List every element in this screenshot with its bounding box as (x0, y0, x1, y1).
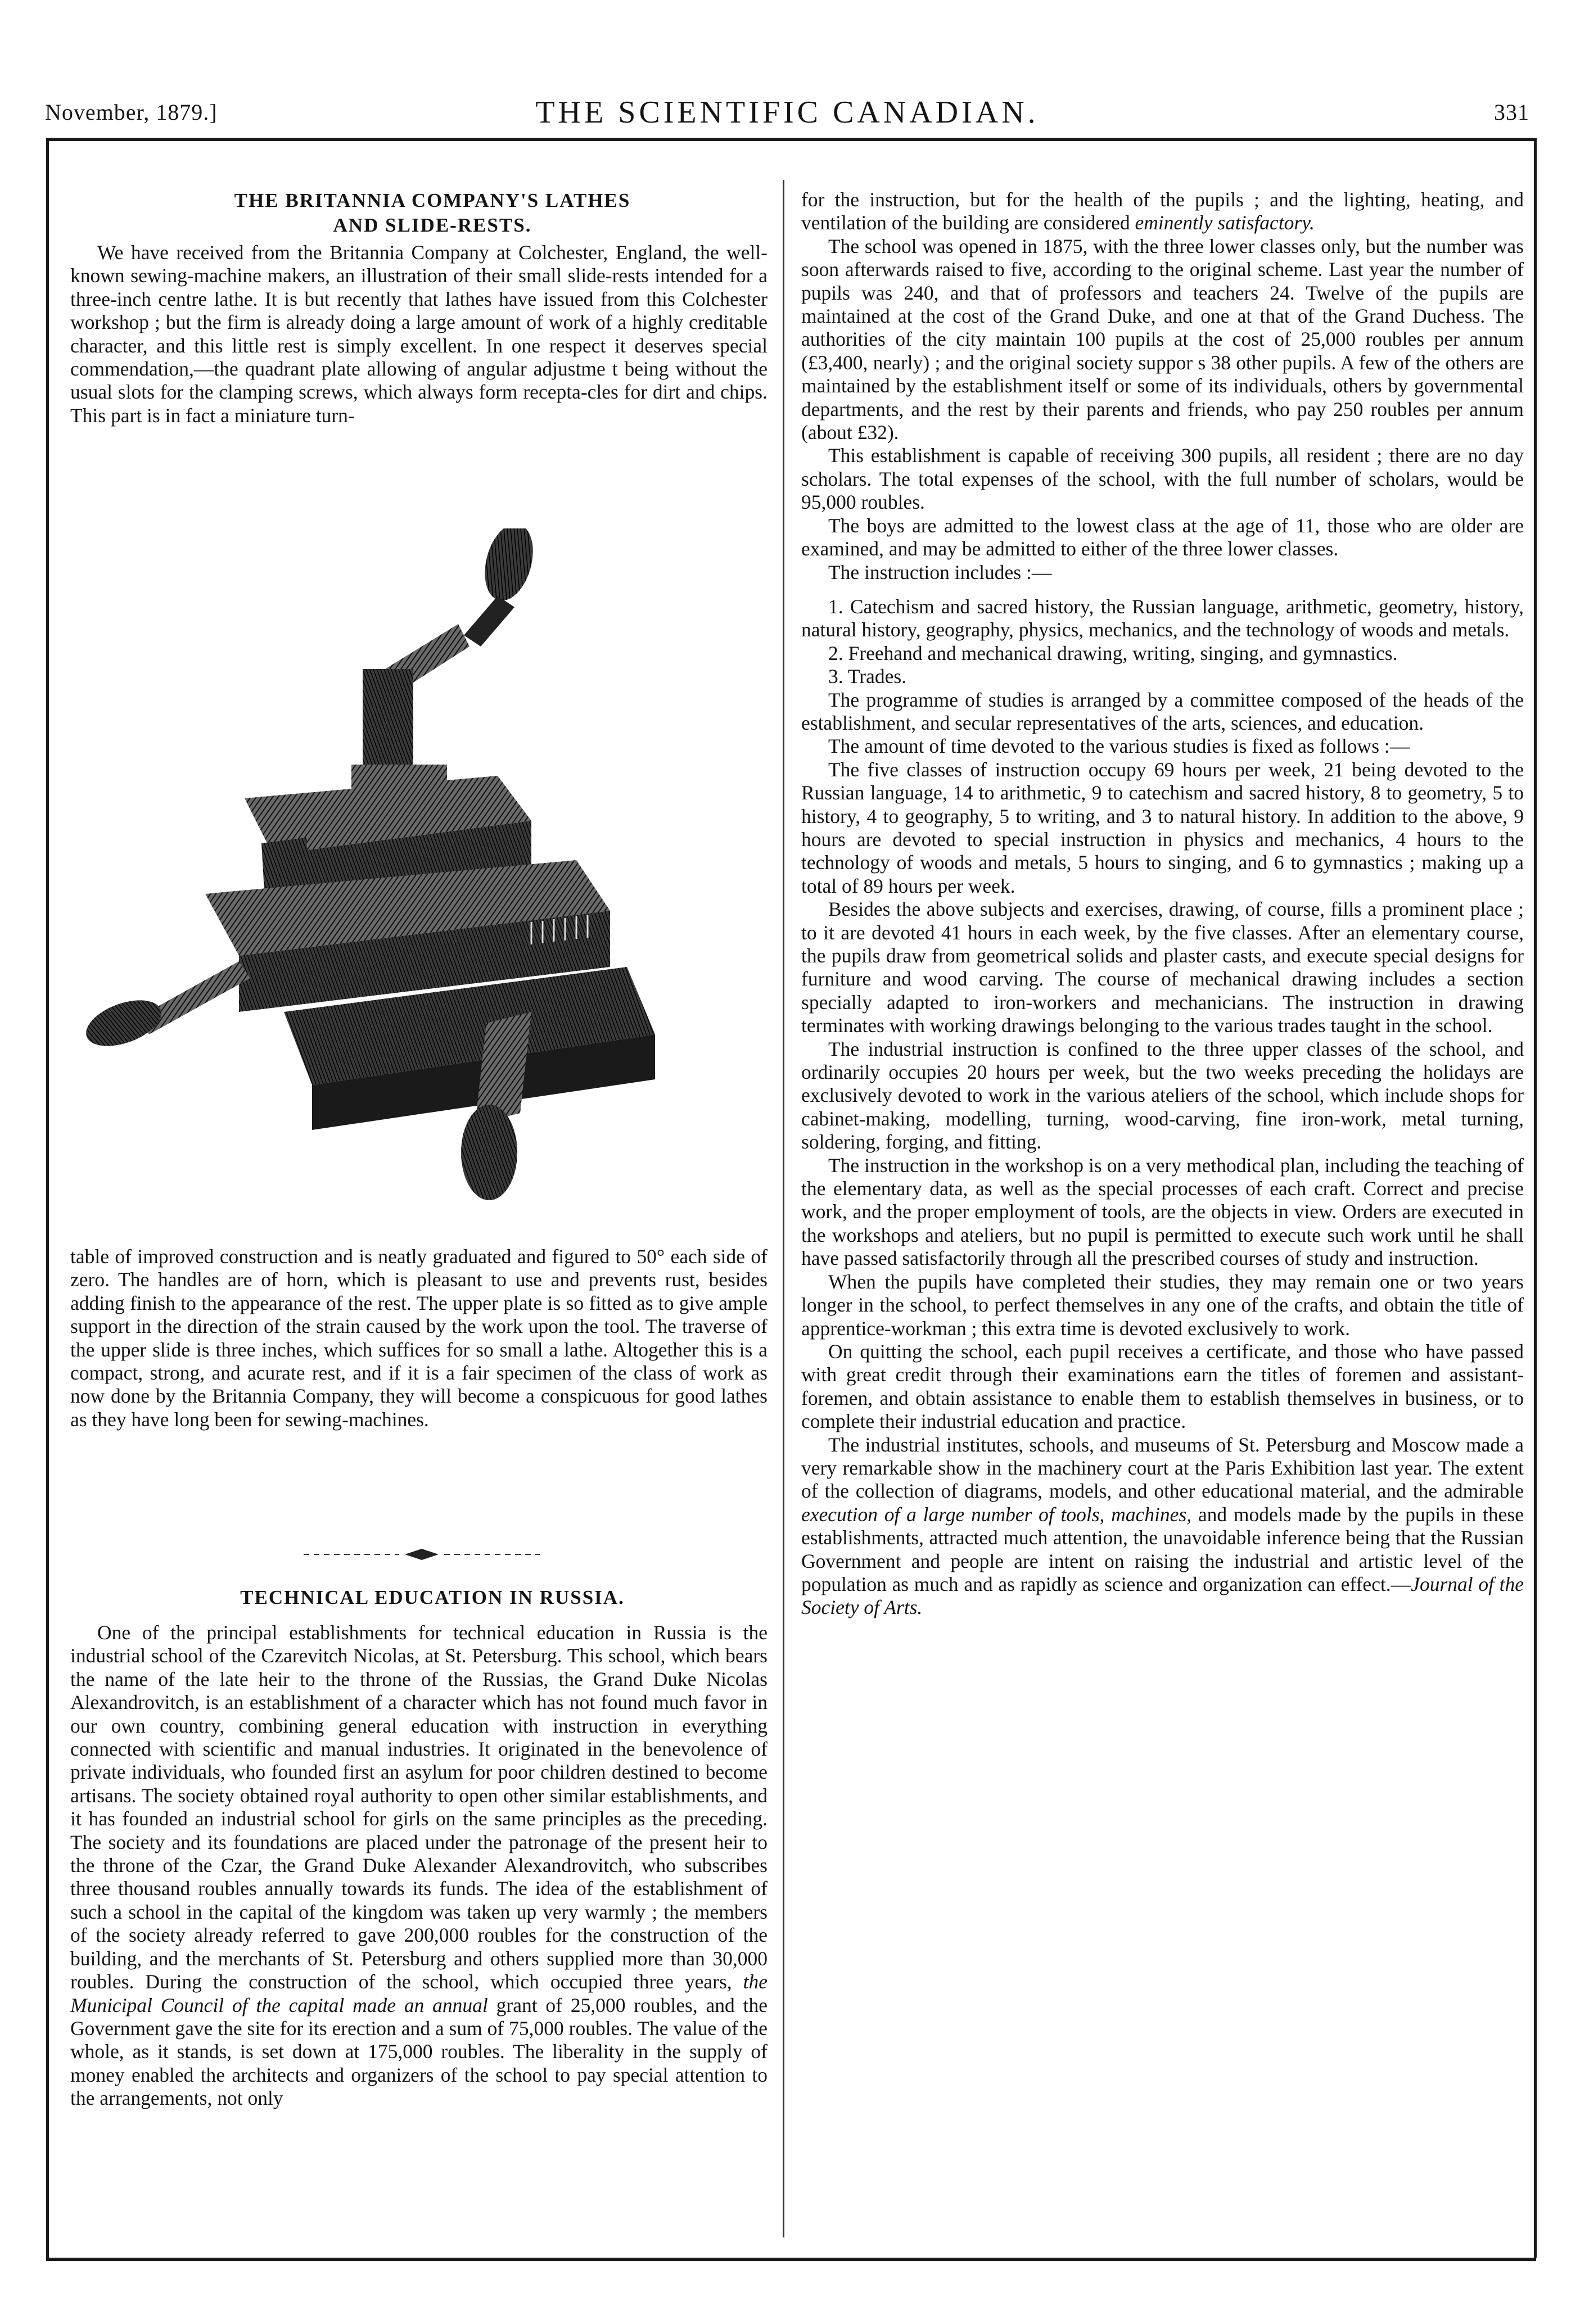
right-paragraph8: The five classes of instruction occupy 69 hours per week, 21 being devoted to the Russian language, 14 to arithmetic, 9 to catechism and sacred history, 8 to geometry, 5 to history, 4 to geography, 5 to writing, and 3 to natural history. In addition to the above, 9 hours are devoted to special instruction in physics and mechanics, 4 hours to the technology of woods and metals, 5 hours to singing, and 6 to gymnastics ; making up a total of 89 hours per week. (801, 758, 1524, 897)
article2-left (70, 1585, 768, 2110)
slide-rest-illustration (70, 528, 768, 1237)
section-divider-ornament (304, 1546, 540, 1563)
right-paragraph9: Besides the above subjects and exercises, drawing, of course, fills a prominent place ; to it are devoted 41 hours in each week, by the five classes. After an elementary course, the pupils draw from geometrical solids and plaster casts, and execute special designs for furniture and wood carving. The course of mechanical drawing includes a section specially adapted to iron-workers and mechanicians. The instruction in drawing terminates with working drawings belonging to the various trades taught in the school. (801, 898, 1524, 1037)
left-border-rule (46, 138, 49, 2258)
right-paragraph14 (801, 1434, 1524, 1620)
bottom-rule (46, 2258, 1536, 2261)
right-paragraph14-italic: execution of a large number of tools, machines, (801, 1503, 1192, 1526)
list-item-3: 3. Trades. (828, 665, 907, 688)
right-paragraph1 (801, 188, 1524, 235)
right-paragraph13: On quitting the school, each pupil receives a certificate, and those who have passed with great credit through their examinations earn the titles of foremen and assistant-foremen, and obtain assistance to enable them to establish themselves in business, or to complete their industrial education and practice. (801, 1340, 1524, 1433)
article2-left-paragraph (70, 1621, 768, 2110)
slide-rest-engraving (70, 528, 768, 1237)
right-paragraph1-italic: eminently satisfactory. (1135, 211, 1315, 234)
article2-left-text-end: grant of 25,000 roubles, and the Government gave the site for its erection and a sum of 75,000 roubles. The value of the whole, as it stands, is set down at 175,000 roubles. The liberality in the supply of money enabled the architects and organizers of the school to pay special attention to the arrangements, not only (70, 1993, 768, 2110)
right-paragraph2: The school was opened in 1875, with the three lower classes only, but the number was soon afterwards raised to five, according to the original scheme. Last year the number of pupils was 240, and that of professors and teachers 24. Twelve of the pupils are maintained at the cost of the Grand Duke, and one at that of the Grand Duchess. The authorities of the city maintain 100 pupils at the cost of 25,000 roubles per annum (£3,400, nearly) ; and the original society suppor s 38 other pupils. A few of the others are maintained by the establishment itself or some of its individuals, others by governmental departments, and the rest by their parents and friends, who pay 250 roubles per annum (about £32). (801, 234, 1524, 444)
right-paragraph12: When the pupils have completed their studies, they may remain one or two years longer in the school, to perfect themselves in any one of the crafts, and obtain the title of apprentice-workman ; this extra time is devoted exclusively to work. (801, 1270, 1524, 1340)
article2-left-text: One of the principal establishments for technical education in Russia is the industrial school of the Czarevitch Nicolas, at St. Petersburg. This school, which bears the name of the late heir to the throne of the Russias, the Grand Duke Nicolas Alexandrovitch, is an establishment of a character which has not found much favor in our own country, combining general education with instruction in everything connected with scientific and manual industries. It originated in the benevolence of private individuals, who founded first an asylum for poor children destined to become artisans. The society obtained royal authority to open other similar establishments, and it has founded an industrial school for girls on the same principles as the preceding. The society and its foundations are placed under the patronage of the present heir to the throne of the Czar, the Grand Duke Alexander Alexandrovitch, who subscribes three thousand roubles annually towards its funds. The idea of the establishment of such a school in the capital of the kingdom was taken up very warmly ; the members of the society already referred to gave 200,000 roubles for the construction of the building, and the merchants of St. Petersburg and others supplied more than 30,000 roubles. During the construction of the school, which occupied three years, (70, 1621, 768, 1993)
article2-title: TECHNICAL EDUCATION IN RUSSIA. (240, 1586, 625, 1608)
article1-bottom (70, 1245, 768, 1431)
article2-right (801, 188, 1524, 1620)
right-paragraph1-text: for the instruction, but for the health of the pupils ; and the lighting, heating, and ventilation of the building are considered (801, 188, 1524, 234)
right-paragraph14-text-end: and models made by the pupils in these establishments, attracted much attention, the unavoidable inference being that the Russian Government and people are intent on raising the industrial and artistic level of the population as much and as rapidly as science and organization can effect.— (801, 1503, 1524, 1595)
article1-title-line2: AND SLIDE-RESTS. (333, 214, 532, 236)
right-paragraph4: The boys are admitted to the lowest class at the age of 11, those who are older are examined, and may be admitted to either of the three lower classes. (801, 514, 1524, 560)
header-date: November, 1879.] (45, 100, 218, 125)
right-border-rule (1534, 138, 1537, 2258)
right-paragraph3: This establishment is capable of receiving 300 pupils, all resident ; there are no day scholars. The total expenses of the school, with the full number of scholars, would be 95,000 roubles. (801, 444, 1524, 514)
header-title: THE SCIENTIFIC CANADIAN. (535, 95, 1039, 130)
list-item-2: 2. Freehand and mechanical drawing, writing, singing, and gymnastics. (828, 641, 1398, 664)
header-page-number: 331 (1494, 100, 1529, 125)
list-item-1: 1. Catechism and sacred history, the Russian language, arithmetic, geometry, history, natural history, geography, physics, mechanics, and the technology of woods and metals. (801, 595, 1524, 641)
right-paragraph6: The programme of studies is arranged by a committee composed of the heads of the establishment, and secular representatives of the arts, sciences, and education. (801, 688, 1524, 734)
right-paragraph11: The instruction in the workshop is on a very methodical plan, including the teaching of the elementary data, as well as the special processes of each craft. Correct and precise work, and the proper employment of tools, are the objects in view. Orders are executed in the workshops and ateliers, but no pupil is permitted to execute such work until he shall have passed satisfactorily through all the prescribed courses of study and instruction. (801, 1154, 1524, 1270)
source-citation: Journal of the Society of Arts. (801, 1572, 1524, 1619)
article1-top (70, 188, 768, 427)
right-paragraph7: The amount of time devoted to the various studies is fixed as follows :— (828, 735, 1410, 758)
right-paragraph14-text: The industrial institutes, schools, and museums of St. Petersburg and Moscow made a very remarkable show in the machinery court at the Paris Exhibition last year. The extent of the collection of diagrams, models, and other educational material, and the admirable (801, 1433, 1524, 1503)
column-divider-rule (783, 180, 784, 2237)
right-paragraph10: The industrial instruction is confined to the three upper classes of the school, and ordinarily occupies 20 hours per week, but the two weeks preceding the holidays are exclusively devoted to work in the various ateliers of the school, which include shops for cabinet-making, modelling, turning, wood-carving, fine iron-work, metal turning, soldering, forging, and fitting. (801, 1037, 1524, 1154)
article1-title-line1: THE BRITANNIA COMPANY'S LATHES (234, 189, 631, 211)
article1-paragraph1: We have received from the Britannia Company at Colchester, England, the well-known sewing-machine makers, an illustration of their small slide-rests intended for a three-inch centre lathe. It is but recently that lathes have issued from this Colchester workshop ; but the firm is already doing a large amount of work of a highly creditable character, and this little rest is simply excellent. In one respect it deserves special commendation,—the quadrant plate allowing of angular adjustme t being without the usual slots for the clamping screws, which always form recepta-cles for dirt and chips. This part is in fact a miniature turn- (70, 241, 768, 427)
article2-left-italic: the Municipal Council of the capital made an annual (70, 1970, 768, 2016)
right-paragraph5: The instruction includes :— (828, 560, 1052, 584)
article1-paragraph2: table of improved construction and is neatly graduated and figured to 50° each side of zero. The handles are of horn, which is pleasant to use and prevents rust, besides adding finish to the appearance of the rest. The upper plate is so fitted as to give ample support in the direction of the strain caused by the work upon the tool. The traverse of the upper slide is three inches, which suffices for so small a lathe. Altogether this is a compact, strong, and acurate rest, and if it is a fair specimen of the class of work as now done by the Britannia Company, they will become a conspicuous for good lathes as they have long been for sewing-machines. (70, 1245, 768, 1431)
top-rule (46, 138, 1536, 141)
